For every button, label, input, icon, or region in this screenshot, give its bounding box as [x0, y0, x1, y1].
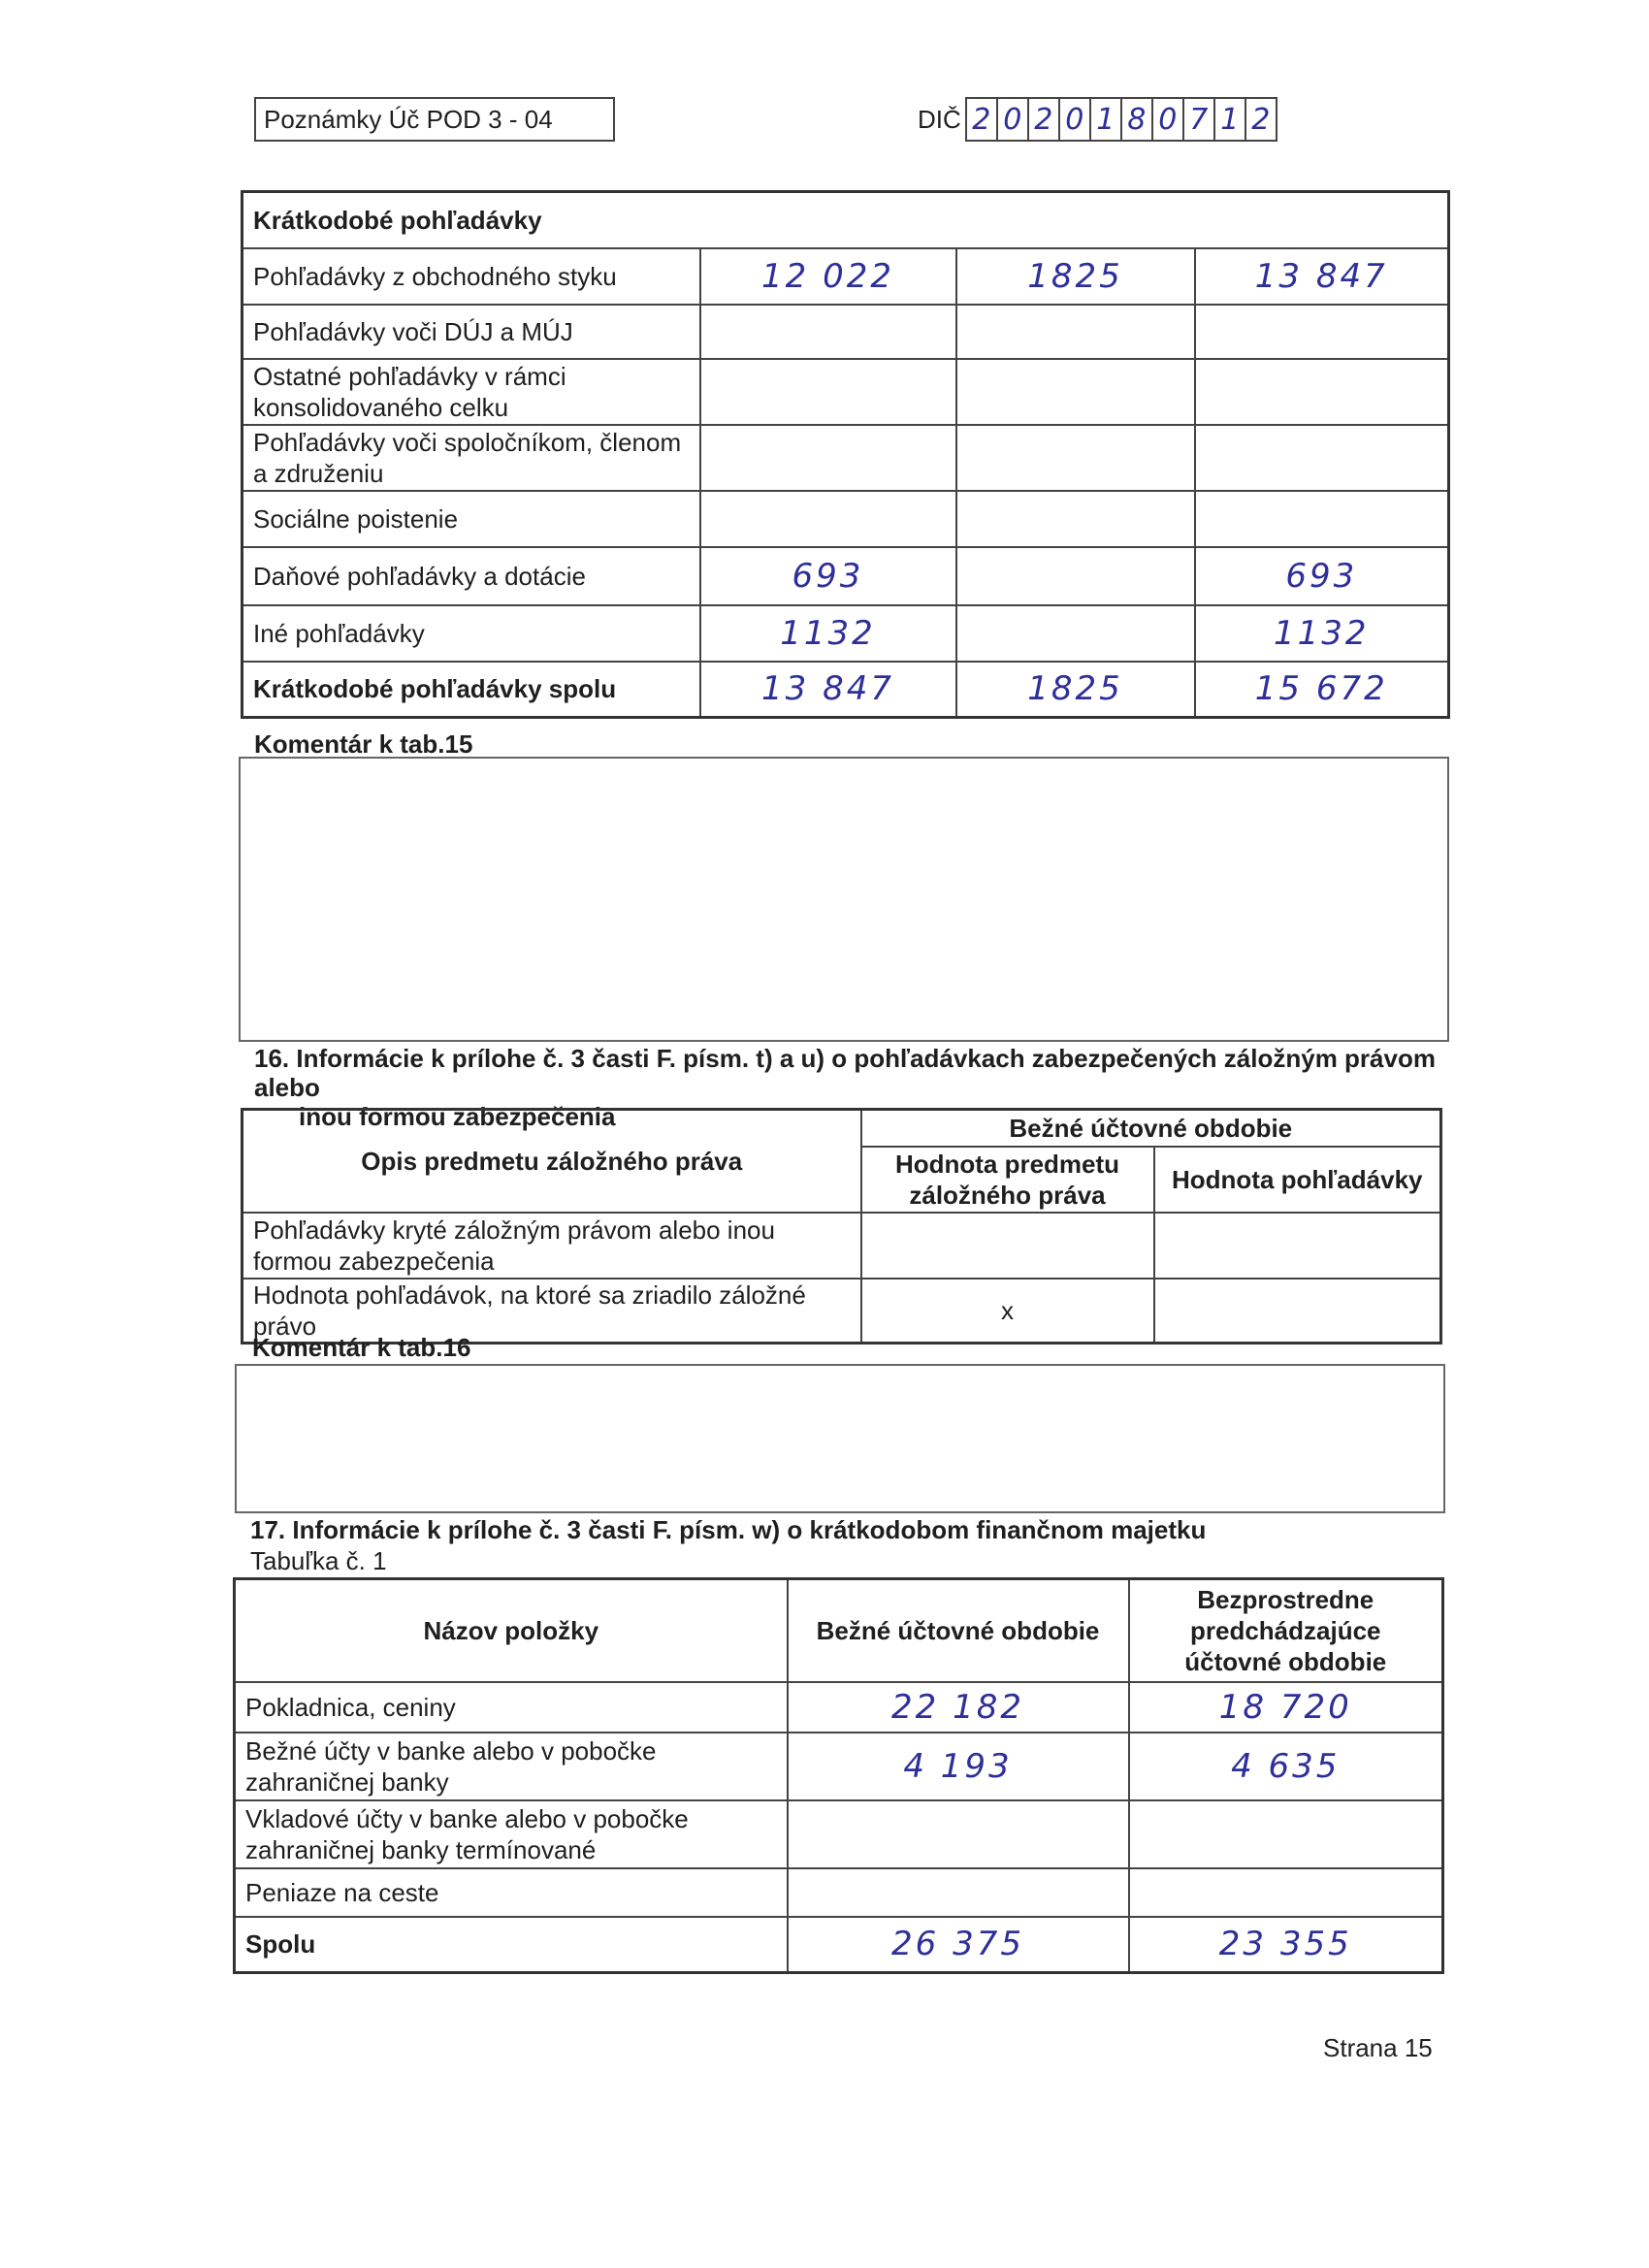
- row-label: Pohľadávky voči spoločníkom, členom a združeniu: [242, 425, 700, 491]
- cell-value: [1129, 1800, 1443, 1868]
- table-17-financial-assets: [233, 1577, 1444, 1974]
- dic-digit-box: 2: [1245, 97, 1277, 142]
- table-row: [242, 605, 1449, 662]
- row-label: Iné pohľadávky: [242, 605, 700, 662]
- cell-value: [700, 359, 956, 425]
- table-row: [242, 547, 1449, 605]
- form-label: Poznámky Úč POD 3 - 04: [264, 105, 553, 134]
- table-row: [235, 1800, 1443, 1868]
- cell-value: 1825: [956, 248, 1195, 305]
- row-label: Spolu: [235, 1917, 788, 1973]
- dic-field: [918, 97, 1277, 142]
- cell-value: 23 355: [1129, 1917, 1443, 1973]
- cell-value: 1132: [1195, 605, 1449, 662]
- cell-value: [700, 491, 956, 547]
- dic-digit-box: 1: [1213, 97, 1246, 142]
- dic-digit-box: 0: [1058, 97, 1091, 142]
- cell-value: 22 182: [788, 1682, 1129, 1733]
- col-header-description: Opis predmetu záložného práva: [242, 1110, 861, 1213]
- section-17-heading: 17. Informácie k prílohe č. 3 časti F. písm. w) o krátkodobom finančnom majetku: [250, 1515, 1207, 1544]
- comment-15-label: Komentár k tab.15: [254, 729, 473, 759]
- table-15-receivables: [241, 190, 1450, 719]
- col-header-previous-period: Bezprostredne predchádzajúce účtovné obdobie: [1129, 1579, 1443, 1682]
- cell-value: 693: [700, 547, 956, 605]
- cell-value: 18 720: [1129, 1682, 1443, 1733]
- table-15-title: Krátkodobé pohľadávky: [242, 192, 1449, 248]
- page-number: Strana 15: [1323, 2033, 1433, 2062]
- cell-value: [1195, 305, 1449, 359]
- cell-value: 693: [1195, 547, 1449, 605]
- cell-value: [956, 359, 1195, 425]
- row-label: Pohľadávky voči DÚJ a MÚJ: [242, 305, 700, 359]
- row-label: Peniaze na ceste: [235, 1868, 788, 1917]
- table-row: [235, 1733, 1443, 1800]
- table-16-pledges: [241, 1108, 1442, 1345]
- cell-value: [788, 1800, 1129, 1868]
- row-label: Ostatné pohľadávky v rámci konsolidovaného celku: [242, 359, 700, 425]
- table-total-row: [242, 662, 1449, 718]
- dic-digit-box: 0: [996, 97, 1029, 142]
- dic-digit-box: 2: [1027, 97, 1060, 142]
- dic-label: DIČ: [918, 104, 961, 134]
- cell-value: [700, 305, 956, 359]
- table-row: [235, 1868, 1443, 1917]
- cell-value: 13 847: [700, 662, 956, 718]
- col-header-receivable-value: Hodnota pohľadávky: [1154, 1147, 1441, 1213]
- row-label: Pohľadávky z obchodného styku: [242, 248, 700, 305]
- dic-digit-box: 1: [1089, 97, 1122, 142]
- comment-16-label: Komentár k tab.16: [252, 1333, 471, 1362]
- col-header-period: Bežné účtovné obdobie: [861, 1110, 1441, 1147]
- cell-value: 12 022: [700, 248, 956, 305]
- cell-value: [956, 547, 1195, 605]
- cell-value: [1129, 1868, 1443, 1917]
- row-label: Krátkodobé pohľadávky spolu: [242, 662, 700, 718]
- table-row: [242, 425, 1449, 491]
- cell-value: [700, 425, 956, 491]
- row-label: Sociálne poistenie: [242, 491, 700, 547]
- cell-value: 26 375: [788, 1917, 1129, 1973]
- cell-value: 4 193: [788, 1733, 1129, 1800]
- cell-value: 1825: [956, 662, 1195, 718]
- dic-digit-box: 0: [1151, 97, 1184, 142]
- row-label: Hodnota pohľadávok, na ktoré sa zriadilo záložné právo: [242, 1279, 861, 1344]
- dic-digit-box: 8: [1120, 97, 1153, 142]
- col-header-current-period: Bežné účtovné obdobie: [788, 1579, 1129, 1682]
- section-16-heading: 16. Informácie k prílohe č. 3 časti F. písm. t) a u) o pohľadávkach zabezpečených záložným právom alebo inou formou zabezpečenia: [254, 1044, 1436, 1131]
- row-label: Vkladové účty v banke alebo v pobočke zahraničnej banky termínované: [235, 1800, 788, 1868]
- table-row: [242, 248, 1449, 305]
- cell-value: [1195, 359, 1449, 425]
- row-label: Daňové pohľadávky a dotácie: [242, 547, 700, 605]
- cell-value: [788, 1868, 1129, 1917]
- dic-digit-box: 7: [1182, 97, 1215, 142]
- row-label: Pohľadávky kryté záložným právom alebo inou formou zabezpečenia: [242, 1213, 861, 1279]
- row-label: Pokladnica, ceniny: [235, 1682, 788, 1733]
- dic-digits: [967, 97, 1277, 142]
- table-row: [242, 491, 1449, 547]
- cell-value: [956, 425, 1195, 491]
- cell-value: 13 847: [1195, 248, 1449, 305]
- form-label-box: [254, 97, 615, 142]
- table-total-row: [235, 1917, 1443, 1973]
- cell-value: [861, 1213, 1154, 1279]
- cell-value: [1154, 1213, 1441, 1279]
- row-label: Bežné účty v banke alebo v pobočke zahraničnej banky: [235, 1733, 788, 1800]
- cell-value: 4 635: [1129, 1733, 1443, 1800]
- cell-value: x: [861, 1279, 1154, 1344]
- cell-value: 15 672: [1195, 662, 1449, 718]
- section-17-subheading: Tabuľka č. 1: [250, 1546, 387, 1575]
- cell-value: [1195, 425, 1449, 491]
- comment-15-box: [239, 757, 1449, 1042]
- table-row: [242, 359, 1449, 425]
- cell-value: 1132: [700, 605, 956, 662]
- cell-value: [956, 605, 1195, 662]
- col-header-name: Názov položky: [235, 1579, 788, 1682]
- cell-value: [956, 305, 1195, 359]
- table-row: [242, 305, 1449, 359]
- comment-16-box: [235, 1364, 1445, 1513]
- col-header-subject-value: Hodnota predmetu záložného práva: [861, 1147, 1154, 1213]
- cell-value: [956, 491, 1195, 547]
- cell-value: [1154, 1279, 1441, 1344]
- cell-value: [1195, 491, 1449, 547]
- table-row: [242, 1213, 1441, 1279]
- table-row: [235, 1682, 1443, 1733]
- dic-digit-box: 2: [965, 97, 998, 142]
